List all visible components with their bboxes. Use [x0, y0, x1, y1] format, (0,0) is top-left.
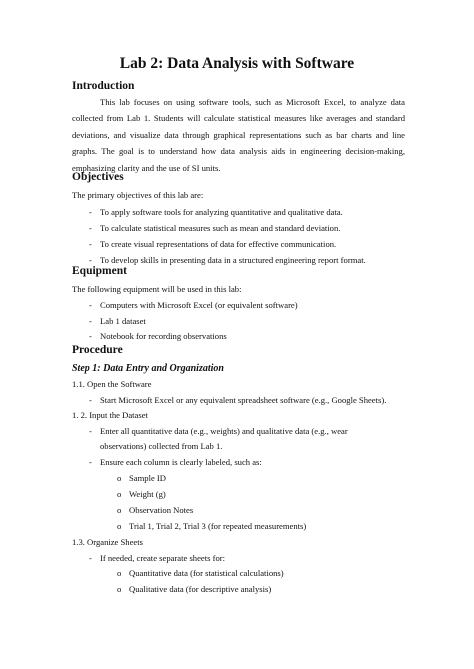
bullet-dash: - — [89, 239, 92, 249]
substep-label: 1.3. Organize Sheets — [72, 537, 143, 547]
objective-item: To calculate statistical measures such as mean and standard deviation. — [100, 223, 341, 233]
procedure-heading: Procedure — [72, 344, 123, 356]
equipment-item: Lab 1 dataset — [100, 316, 146, 326]
bullet-circle: o — [117, 473, 122, 483]
objective-item: To apply software tools for analyzing quantitative and qualitative data. — [100, 207, 343, 217]
procedure-subitem: Qualitative data (for descriptive analysis) — [129, 584, 272, 594]
procedure-item: Ensure each column is clearly labeled, such as: — [100, 457, 262, 467]
procedure-item: Enter all quantitative data (e.g., weights) and qualitative data (e.g., wear — [100, 426, 348, 436]
procedure-subitem: Trial 1, Trial 2, Trial 3 (for repeated measurements) — [129, 521, 307, 531]
bullet-circle: o — [117, 505, 122, 515]
page-title: Lab 2: Data Analysis with Software — [119, 55, 355, 72]
equipment-item: Computers with Microsoft Excel (or equivalent software) — [100, 300, 298, 310]
objectives-heading: Objectives — [72, 171, 124, 183]
introduction-text: This lab focuses on using software tools, such as Microsoft Excel, to analyze data collected from Lab 1. Students will calculate statistical measures like averages and standard deviations, and visualize data through graphical representations such as bar charts and line graphs. The goal is to understand how data analysis aids in engineering decision-making, emphasizing clarity and the use of SI units. — [72, 97, 405, 173]
bullet-circle: o — [117, 568, 122, 578]
equipment-heading: Equipment — [72, 265, 127, 277]
step-heading: Step 1: Data Entry and Organization — [72, 363, 224, 374]
procedure-item-continued: observations) collected from Lab 1. — [100, 441, 223, 451]
equipment-item: Notebook for recording observations — [100, 331, 227, 341]
procedure-subitem: Quantitative data (for statistical calculations) — [129, 568, 284, 578]
bullet-dash: - — [89, 207, 92, 217]
objective-item: To create visual representations of data for effective communication. — [100, 239, 337, 249]
objectives-lead: The primary objectives of this lab are: — [72, 190, 204, 200]
introduction-paragraph — [72, 94, 405, 176]
equipment-lead: The following equipment will be used in this lab: — [72, 284, 242, 294]
bullet-dash: - — [89, 255, 92, 265]
bullet-dash: - — [89, 395, 92, 405]
bullet-dash: - — [89, 223, 92, 233]
bullet-dash: - — [89, 426, 92, 436]
bullet-dash: - — [89, 316, 92, 326]
procedure-subitem: Sample ID — [129, 473, 166, 483]
bullet-circle: o — [117, 584, 122, 594]
bullet-dash: - — [89, 300, 92, 310]
bullet-dash: - — [89, 553, 92, 563]
procedure-subitem: Weight (g) — [129, 489, 166, 499]
substep-label: 1.1. Open the Software — [72, 379, 152, 389]
procedure-item: If needed, create separate sheets for: — [100, 553, 226, 563]
procedure-item: Start Microsoft Excel or any equivalent spreadsheet software (e.g., Google Sheets). — [100, 395, 387, 405]
substep-label: 1. 2. Input the Dataset — [72, 410, 148, 420]
procedure-subitem: Observation Notes — [129, 505, 194, 515]
introduction-heading: Introduction — [72, 80, 135, 92]
bullet-circle: o — [117, 521, 122, 531]
bullet-dash: - — [89, 457, 92, 467]
bullet-circle: o — [117, 489, 122, 499]
objective-item: To develop skills in presenting data in a structured engineering report format. — [100, 255, 366, 265]
bullet-dash: - — [89, 331, 92, 341]
